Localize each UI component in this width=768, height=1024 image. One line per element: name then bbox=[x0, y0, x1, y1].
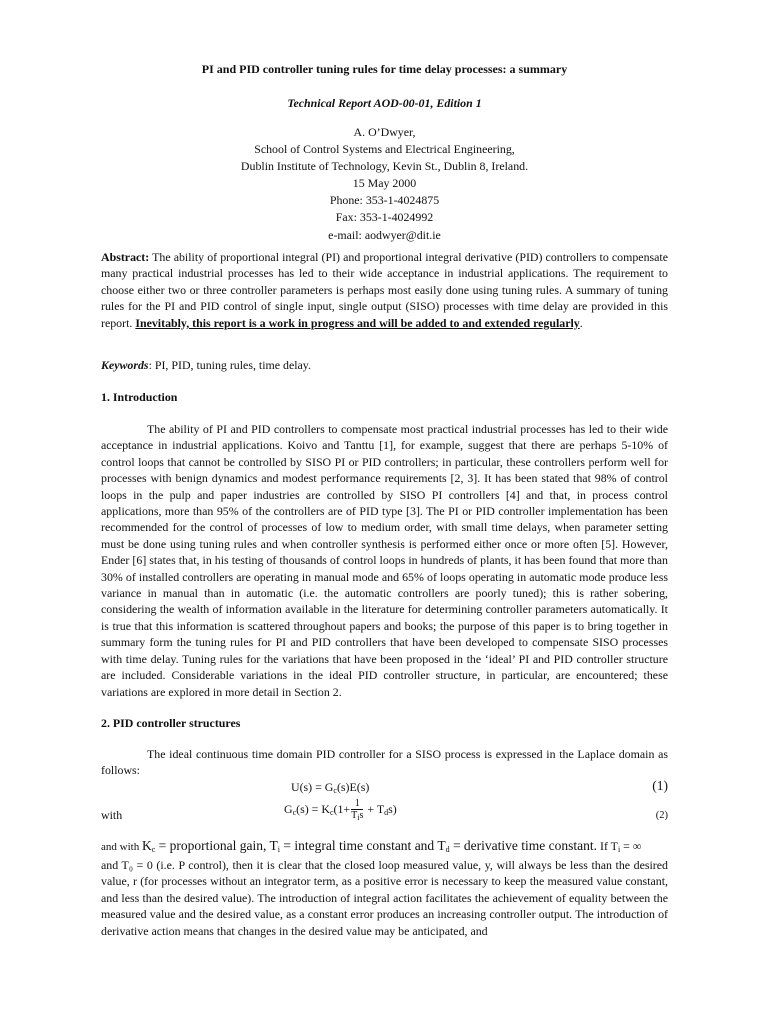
section-heading-introduction: 1. Introduction bbox=[101, 390, 178, 404]
with-label: with bbox=[101, 808, 123, 822]
paper-title: PI and PID controller tuning rules for time delay processes: a summary bbox=[201, 62, 568, 76]
pid-structures-text: The ideal continuous time domain PID controller for a SISO process is expressed in the Laplace domain as follows: bbox=[101, 747, 668, 778]
fraction-one-over-tis: $\frac{1}{T_is}$ bbox=[351, 798, 364, 822]
author-department: School of Control Systems and Electrical Engineering, bbox=[254, 142, 515, 157]
pid-continuation-text: and T₀ = 0 (i.e. P control), then it is clear that the closed loop measured value, y, will always be less than the desired value, r (for processes without an integrator term, as a positive error is necessary to keep the measured value constant, and less than the desired value). The introduction of integral action facilitates the achievement of equality between the measured value and the desired value, as a constant error produces an increasing controller output. The introduction of derivative action means that changes in the desired value may be anticipated, and bbox=[101, 858, 668, 938]
author-fax: Fax: 353-1-4024992 bbox=[335, 210, 434, 225]
parameter-definitions: and with $K_c$ = proportional gain, $T_i$ = integral time constant and $T_d$ = derivative time constant. If $T_i$ = ∞ bbox=[101, 838, 642, 854]
author-block bbox=[101, 124, 668, 244]
author-email: e-mail: aodwyer@dit.ie bbox=[328, 227, 441, 242]
report-subtitle: Technical Report AOD-00-01, Edition 1 bbox=[287, 96, 482, 110]
keywords-text: : PI, PID, tuning rules, time delay. bbox=[148, 358, 311, 372]
author-institute: Dublin Institute of Technology, Kevin St., Dublin 8, Ireland. bbox=[240, 159, 529, 174]
author-phone: Phone: 353-1-4024875 bbox=[329, 193, 440, 208]
author-name: A. O’Dwyer, bbox=[353, 125, 416, 139]
abstract-end: . bbox=[579, 315, 583, 330]
abstract-label: Abstract: bbox=[101, 250, 150, 264]
section-heading-pid-structures: 2. PID controller structures bbox=[101, 716, 241, 730]
equation-1-number: (1) bbox=[652, 778, 668, 793]
keywords bbox=[101, 357, 668, 373]
introduction-text: The ability of PI and PID controllers to compensate most practical industrial processes has led to their wide acceptance in industrial applications. Koivo and Tanttu [1], for example, suggest that there are perhaps 5-10% of control loops that cannot be controlled by SISO PI or PID controllers; in particular, these controllers perform well for processes with benign dynamics and modest performance requirements [2, 3]. It has been stated that 98% of control loops in the pulp and paper industries are controlled by SISO PI controllers [4] and that, in process control applications, more than 95% of the controllers are of PID type [3]. The PI or PID controller implementation has been recommended for the control of processes of low to medium order, with small time delays, when parameter setting must be done using tuning rules and when controller synthesis is performed either once or more often [5]. However, Ender [6] states that, in his testing of thousands of control loops in hundreds of plants, it has been found that more than 30% of installed controllers are operating in manual mode and 65% of loops operating in automatic mode produce less variance in manual than in automatic (i.e. the automatic controllers are poorly tuned); this is rather sobering, considering the wealth of information available in the literature for determining controller parameters automatically. It is true that this information is scattered throughout papers and books; the purpose of this paper is to bring together in summary form the tuning rules for PI and PID controllers that have been developed to compensate SISO processes with time delay. Tuning rules for the variations that have been proposed in the ‘ideal’ PI and PID controller structure are included. Considerable variations in the ideal PID controller structure, in particular, are encountered; these variations are explored in more detail in Section 2. bbox=[101, 422, 668, 699]
report-date: 15 May 2000 bbox=[352, 176, 417, 191]
abstract-text: The ability of proportional integral (PI) and proportional integral derivative (PID) controllers to compensate many practical industrial processes has led to their wide acceptance in industrial applications. The requirement to choose either two or three controller parameters is perhaps most easily done using tuning rules. A summary of tuning rules for the PI and PID control of single input, single output (SISO) processes with time delay are provided in this report. bbox=[101, 250, 668, 330]
abstract-emphasis: Inevitably, this report is a work in progress and will be added to and extended regularly bbox=[135, 315, 580, 330]
equation-2: $G_c(s) = K_c(1+$ $\frac{1}{T_is}$ + $T_ds$) bbox=[284, 798, 397, 822]
equation-2-number: (2) bbox=[655, 810, 668, 821]
abstract bbox=[101, 249, 668, 331]
equation-1: $U(s) = G_c(s)E(s)$ bbox=[291, 780, 370, 795]
keywords-label: Keywords bbox=[101, 358, 149, 372]
